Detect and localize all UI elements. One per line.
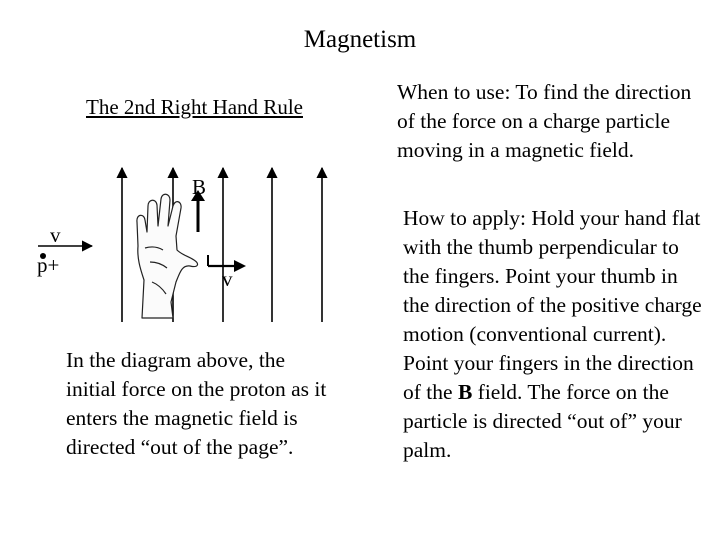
b-field-term: B	[457, 380, 473, 404]
how-to-apply-intro: How to apply: Hold your hand flat with the thumb perpendicular to the fingers. Point your thumb in the direction of the positive charge motion (conventional current). Point your fingers in the direction of the	[403, 206, 702, 404]
diagram-caption: In the diagram above, the initial force on the proton as it enters the magnetic field is directed “out of the page”.	[66, 348, 327, 459]
how-to-apply-end: field. The force on the particle is directed “out of” your palm.	[403, 380, 682, 462]
field-label: B	[192, 175, 207, 199]
slide-title: Magnetism	[303, 26, 417, 53]
thumb-velocity-label: v	[222, 267, 233, 291]
when-to-use-text: When to use: To find the direction of the force on a charge particle moving in a magnetic field.	[397, 80, 692, 162]
rule-heading: The 2nd Right Hand Rule	[86, 95, 303, 119]
hand-rule-diagram	[0, 160, 390, 330]
proton-label: p+	[37, 253, 60, 277]
how-to-apply-text	[403, 204, 703, 465]
right-hand-icon	[137, 194, 198, 318]
proton-velocity-label: v	[50, 223, 61, 247]
